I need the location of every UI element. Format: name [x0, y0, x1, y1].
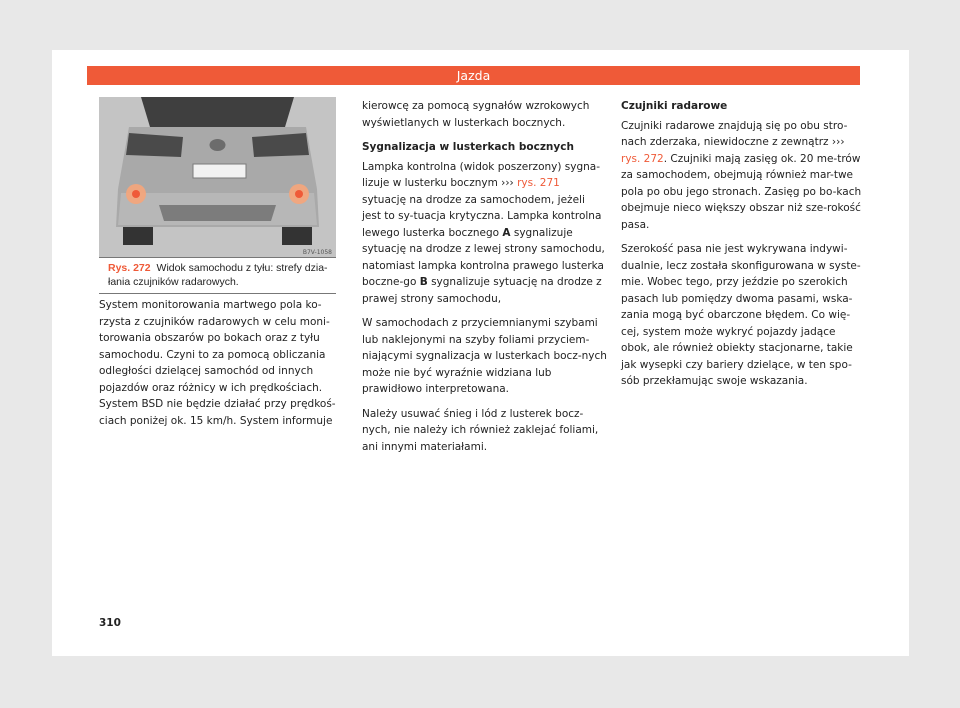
section-heading: Czujniki radarowe — [621, 100, 728, 112]
paragraph: Szerokość pasa nie jest wykrywana indywi-dualnie, lecz została skonfigurowana w syste-mie. Wobec tego, przy jeździe po szerokich pasach lub pomiędzy dwoma pasami, wska-zania mogą być obarczone błędem. Co wię-cej, system może wykryć pojazdy jadące obok, ale również obiekty stacjonarne, takie jak wysepki czy bariery dzielące, w ten spo-sób przekłamując swoje wskazania. — [621, 243, 861, 387]
section-header — [87, 66, 860, 85]
section-heading: Sygnalizacja w lusterkach bocznych — [362, 141, 574, 153]
section-title: Jazda — [456, 68, 491, 83]
column-3 — [621, 98, 866, 398]
column-2 — [362, 98, 607, 463]
figure-ref: Rys. 272 — [108, 262, 151, 274]
label-b: B — [419, 276, 428, 288]
figure-link[interactable]: rys. 272 — [621, 152, 664, 165]
car-rear-illustration — [99, 97, 336, 257]
paragraph: Lampka kontrolna (widok poszerzony) sygna-lizuje w lusterku bocznym ››› rys. 271 sytuację na drodze za samochodem, jeżeli jest to sy-tuacja krytyczna. Lampka kontrolna lewego lusterka bocznego A sygnalizuje sytuację na drodze z lewej strony samochodu, natomiast lampka kontrolna prawego lusterka boczne-go B sygnalizuje sytuację na drodze z prawej strony samochodu, — [362, 160, 605, 305]
paragraph: kierowcę za pomocą sygnałów wzrokowych wyświetlanych w lusterkach bocznych. — [362, 100, 590, 129]
paragraph: System monitorowania martwego pola ko-rzysta z czujników radarowych w celu moni-torowania obszarów po bokach oraz z tyłu samochodu. Czyni to za pomocą obliczania odległości dzielącej samochód od innych pojazdów oraz różnicy w ich prędkościach. System BSD nie będzie działać przy prędkoś-ciach poniżej ok. 15 km/h. System informuje — [99, 299, 336, 427]
cross-reference-arrows: ››› — [501, 177, 514, 189]
figure-link[interactable]: rys. 271 — [517, 177, 560, 189]
label-a: A — [502, 226, 511, 239]
figure-code: B7V-1058 — [302, 249, 332, 256]
page-number: 310 — [99, 617, 121, 629]
paragraph: Należy usuwać śnieg i lód z lusterek bocz-nych, nie należy ich również zaklejać foliami, ani innymi materiałami. — [362, 407, 599, 453]
figure-caption — [99, 257, 336, 294]
caption-text: Widok samochodu z tyłu: strefy dzia-łania czujników radarowych. — [108, 262, 328, 288]
paragraph: Czujniki radarowe znajdują się po obu stro-nach zderzaka, niewidoczne z zewnątrz ››› rys. 272. Czujniki mają zasięg ok. 20 me-trów za samochodem, obejmują również mar-twe pola po obu jego stronach. Zasięg po bo-kach obejmuje nieco większy obszar niż sze-rokość pasa. — [621, 119, 862, 231]
paragraph: W samochodach z przyciemnianymi szybami lub naklejonymi na szyby foliami przyciem-niającymi sygnalizacja w lusterkach bocz-nych może nie być wyraźnie widziana lub prawidłowo interpretowana. — [362, 317, 607, 395]
figure-car-rear — [99, 97, 336, 257]
cross-reference-arrows: ››› — [831, 136, 845, 148]
column-1 — [99, 297, 344, 437]
